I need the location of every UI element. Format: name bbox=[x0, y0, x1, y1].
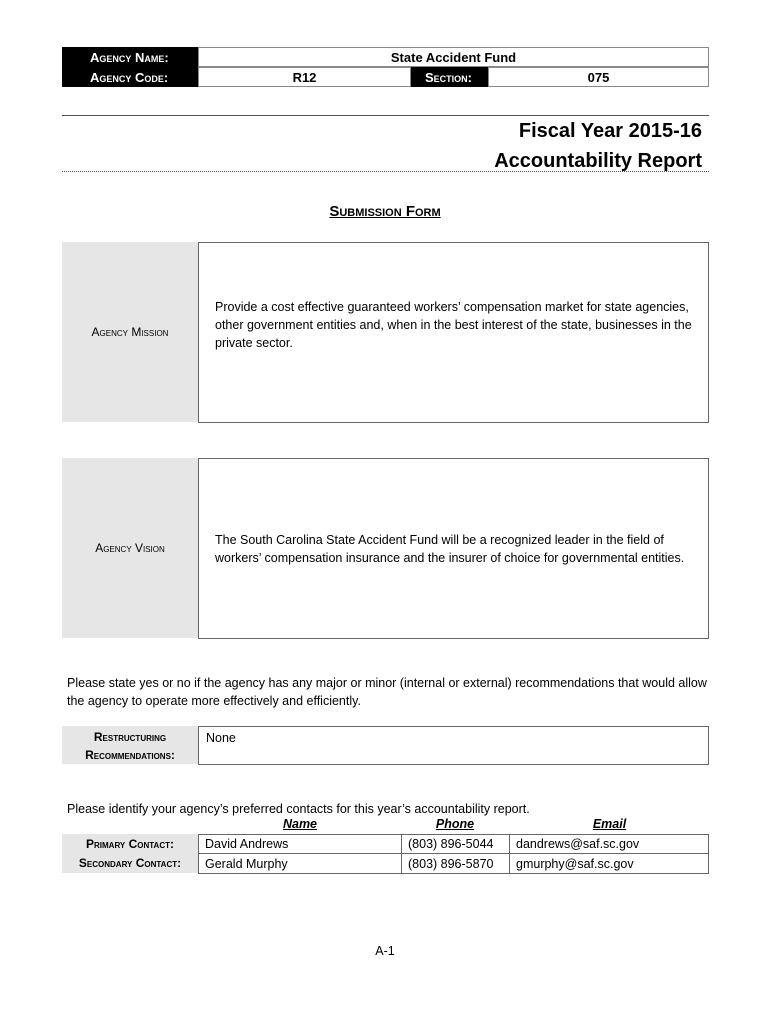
agency-mission-text: Provide a cost effective guaranteed workers’ compensation market for state agencies, other government entities and, when in the best interest of the state, businesses in the private sector. bbox=[215, 300, 692, 350]
agency-vision-text: The South Carolina State Accident Fund will be a recognized leader in the field of workers’ compensation insurance and the insurer of choice for governmental entities. bbox=[215, 533, 685, 565]
restructuring-label-line1: Restructuring bbox=[93, 730, 167, 744]
agency-name-value: State Accident Fund bbox=[198, 47, 709, 67]
report-title bbox=[300, 116, 702, 176]
agency-vision-label: Agency Vision bbox=[62, 458, 198, 638]
primary-contact-phone: (803) 896-5044 bbox=[401, 834, 510, 854]
secondary-contact-phone: (803) 896-5870 bbox=[401, 853, 510, 874]
secondary-contact-label: Secondary Contact: bbox=[62, 853, 198, 873]
title-rule-bottom bbox=[62, 171, 709, 172]
page-number: A-1 bbox=[375, 944, 395, 958]
primary-contact-name: David Andrews bbox=[198, 834, 402, 854]
restructuring-value: None bbox=[206, 731, 236, 745]
fiscal-year-title: Fiscal Year 2015-16 bbox=[518, 120, 702, 142]
agency-mission-label: Agency Mission bbox=[62, 242, 198, 422]
recommendations-prompt: Please state yes or no if the agency has any major or minor (internal or external) recommendations that would allow the agency to operate more effectively and efficiently. bbox=[67, 676, 707, 708]
restructuring-label-line2: Recommendations: bbox=[85, 748, 175, 762]
secondary-contact-email: gmurphy@saf.sc.gov bbox=[509, 853, 709, 874]
primary-contact-label: Primary Contact: bbox=[62, 834, 198, 854]
restructuring-value-box bbox=[198, 726, 709, 765]
contacts-col-name: Name bbox=[282, 817, 318, 831]
section-value: 075 bbox=[488, 67, 709, 87]
agency-mission-box bbox=[198, 242, 709, 423]
agency-name-label: Agency Name: bbox=[62, 47, 198, 67]
accountability-report-title: Accountability Report bbox=[494, 150, 702, 172]
agency-vision-box bbox=[198, 458, 709, 639]
contacts-col-phone: Phone bbox=[435, 817, 475, 831]
secondary-contact-name: Gerald Murphy bbox=[198, 853, 402, 874]
contacts-prompt: Please identify your agency’s preferred contacts for this year’s accountability report. bbox=[67, 802, 530, 816]
agency-code-value: R12 bbox=[198, 67, 411, 87]
primary-contact-email: dandrews@saf.sc.gov bbox=[509, 834, 709, 854]
agency-code-label: Agency Code: bbox=[62, 67, 198, 87]
restructuring-label bbox=[62, 726, 198, 764]
section-label: Section: bbox=[411, 67, 488, 87]
submission-form-heading: Submission Form bbox=[329, 203, 441, 220]
contacts-col-email: Email bbox=[592, 817, 627, 831]
